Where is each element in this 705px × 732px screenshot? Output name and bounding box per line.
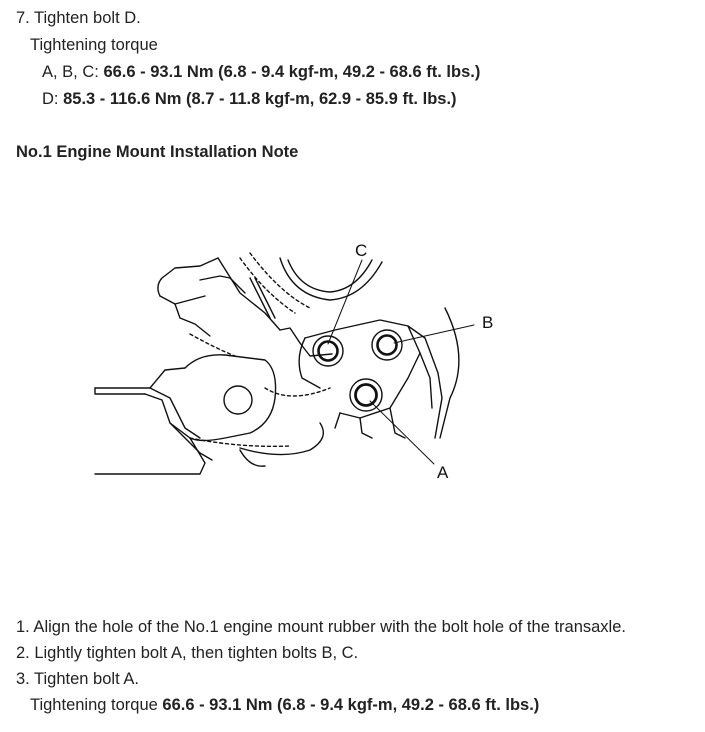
torque-d-line — [42, 89, 457, 109]
install-step-1: 1. Align the hole of the No.1 engine mount rubber with the bolt hole of the transaxle. — [16, 618, 626, 636]
step-7: 7. Tighten bolt D. — [16, 9, 141, 27]
torque-abc-line — [42, 62, 480, 82]
leader-b — [394, 325, 474, 343]
torque-heading: Tightening torque — [30, 36, 158, 54]
label-a: A — [437, 463, 449, 482]
bolt-c — [313, 336, 343, 366]
torque-abc-prefix: A, B, C: — [42, 63, 104, 81]
bolt-a — [350, 379, 382, 411]
bracket-outline — [95, 368, 185, 388]
torque-abc-value: 66.6 - 93.1 Nm (6.8 - 9.4 kgf-m, 49.2 - 68.6 ft. lbs.) — [103, 63, 481, 81]
engine-block-outline — [158, 258, 218, 296]
install-step-2: 2. Lightly tighten bolt A, then tighten bolts B, C. — [16, 644, 359, 662]
mount-rubber — [185, 355, 276, 441]
engine-mount-diagram — [90, 238, 510, 488]
install-step-3: 3. Tighten bolt A. — [16, 670, 139, 688]
leader-c — [328, 260, 362, 344]
pulley — [280, 258, 382, 300]
bolt-b — [372, 330, 402, 360]
label-c: C — [355, 241, 368, 260]
section-title: No.1 Engine Mount Installation Note — [16, 143, 299, 161]
torque-d-value: 85.3 - 116.6 Nm (8.7 - 11.8 kgf-m, 62.9 - 85.9 ft. lbs.) — [63, 90, 457, 108]
install-torque-prefix: Tightening torque — [30, 696, 163, 714]
mount-hole — [224, 386, 252, 414]
install-torque-line — [30, 695, 539, 715]
leader-a — [370, 401, 434, 464]
torque-d-prefix: D: — [42, 90, 64, 108]
label-b: B — [482, 313, 494, 332]
transaxle-bracket — [305, 320, 420, 418]
install-torque-value: 66.6 - 93.1 Nm (6.8 - 9.4 kgf-m, 49.2 - 68.6 ft. lbs.) — [162, 696, 540, 714]
